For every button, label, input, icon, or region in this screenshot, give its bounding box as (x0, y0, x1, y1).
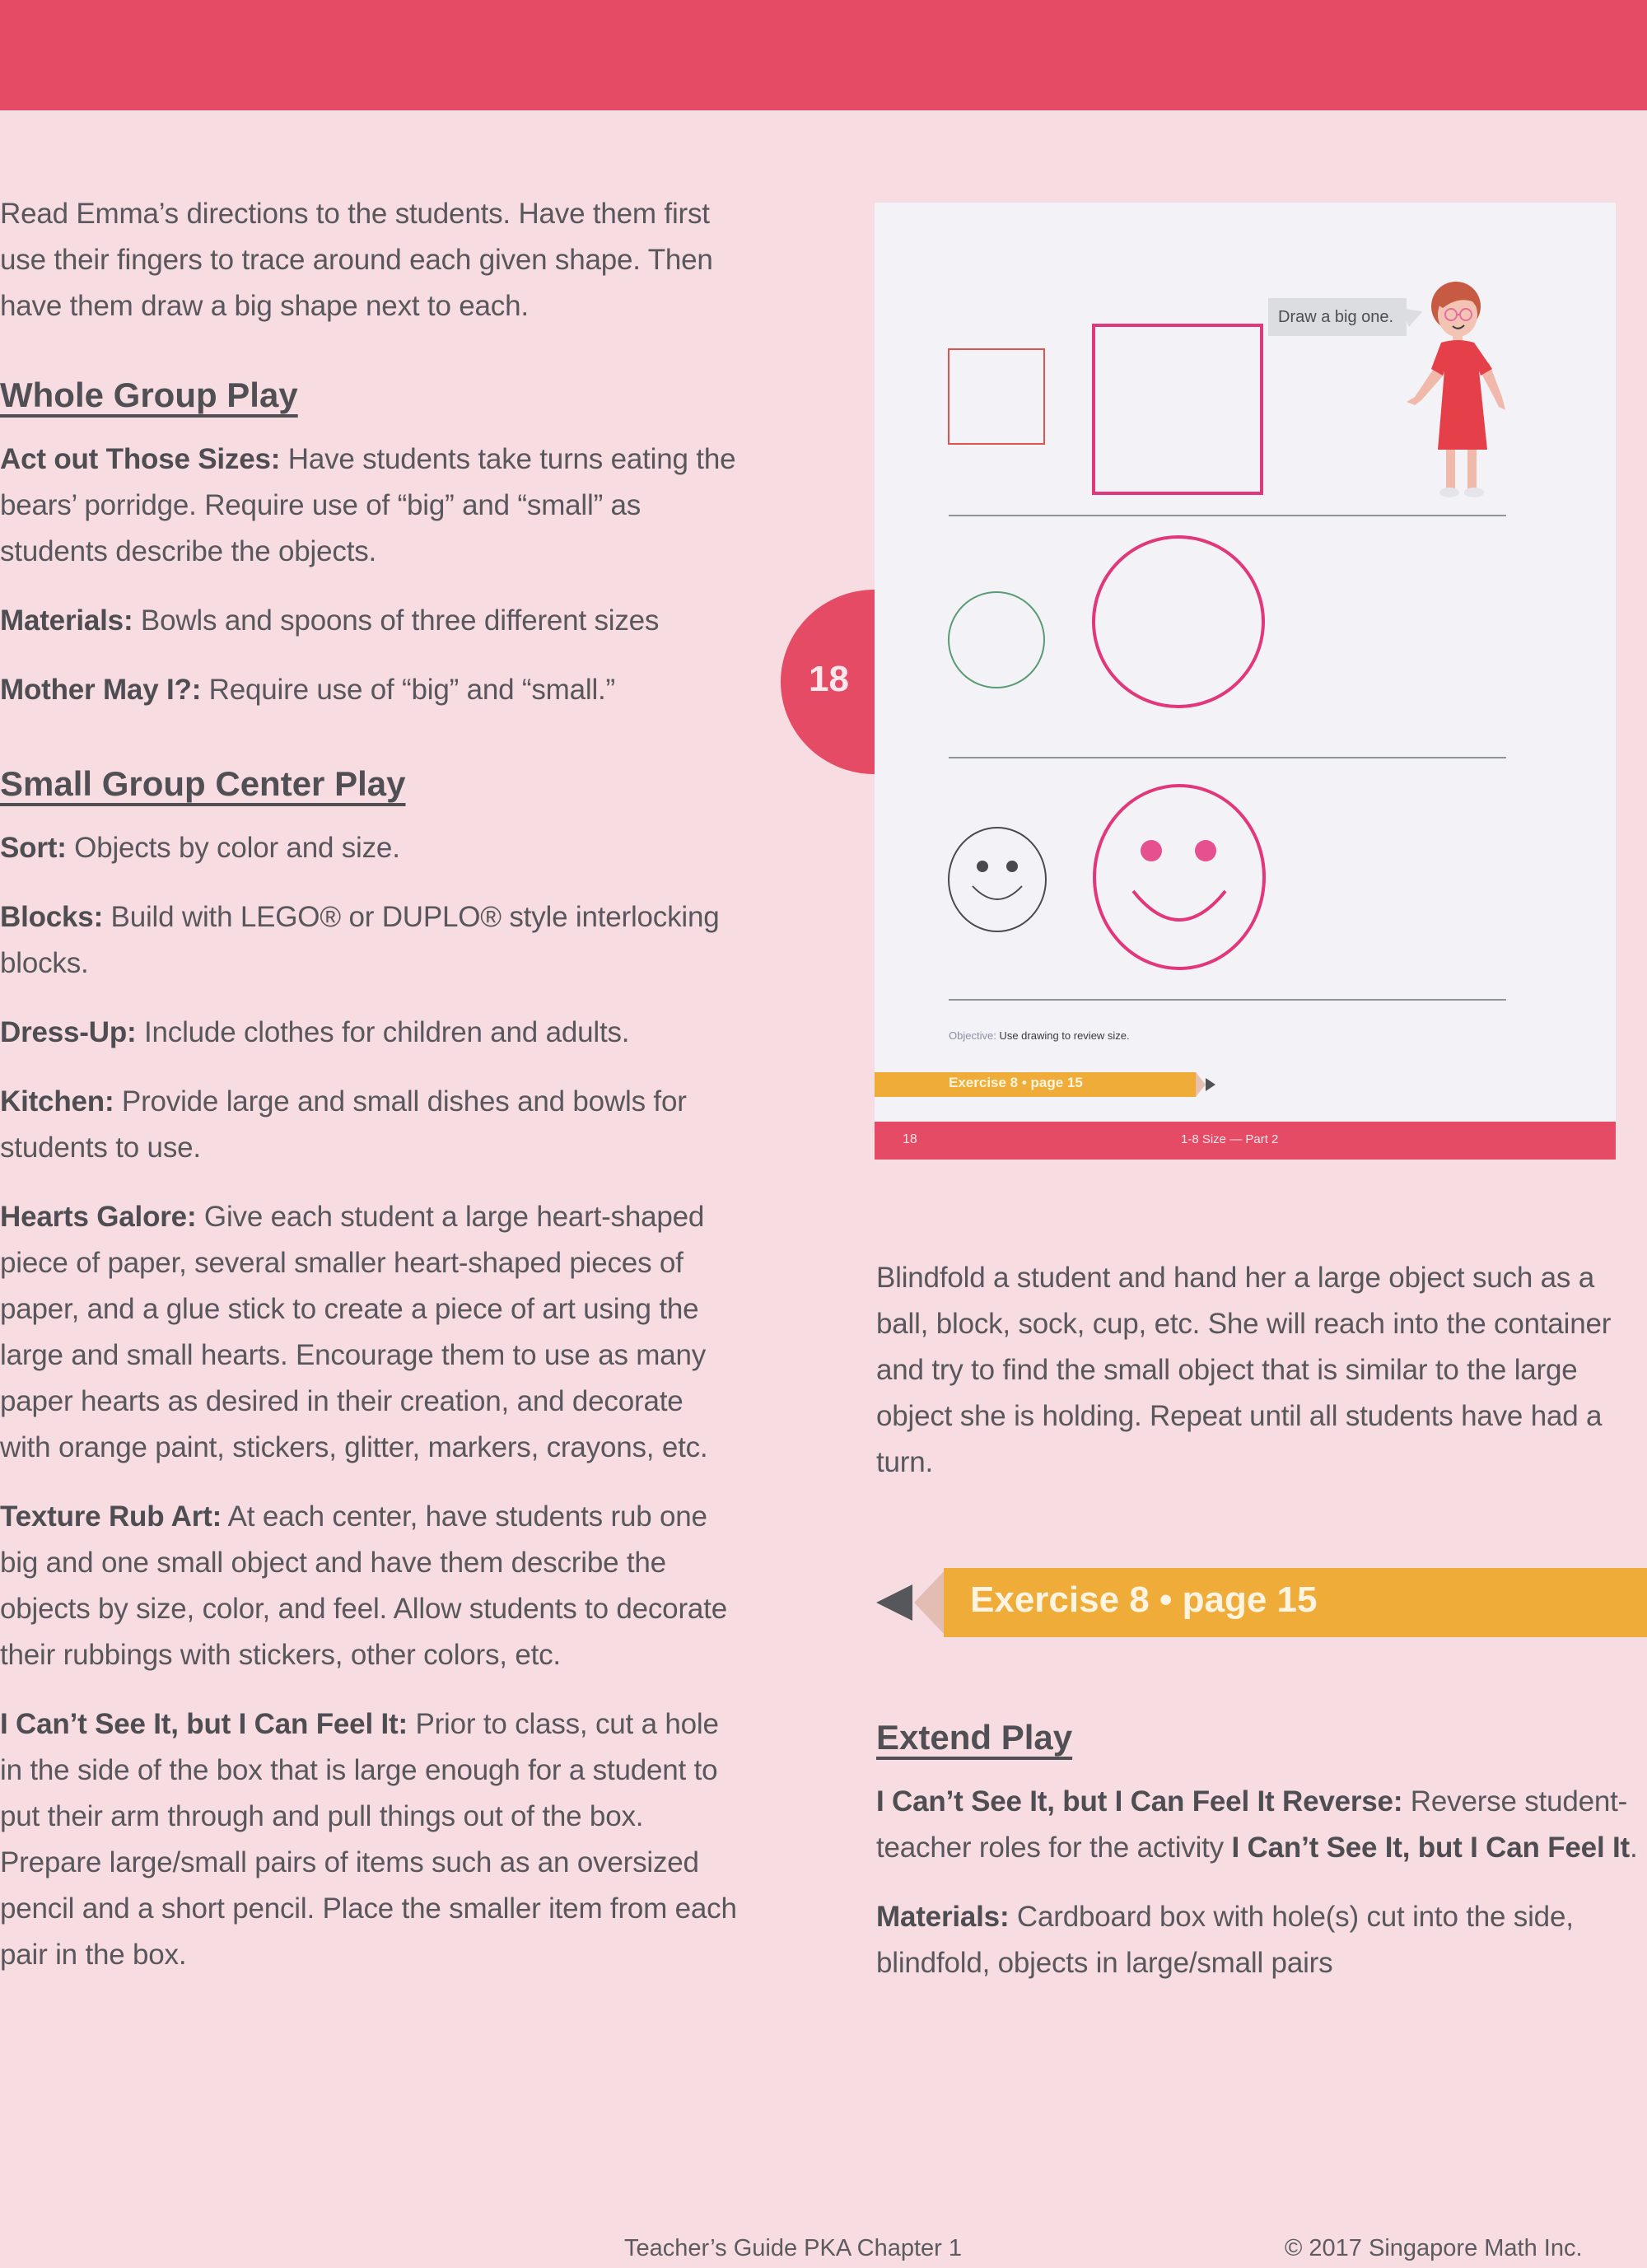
pencil-lead-icon (876, 1584, 912, 1621)
activity-text: At each center, have students rub one big and one small object and have them describe the objects by size, color, and feel. Allow students to decorate their rubbings with stickers, other colors, etc. (0, 1500, 727, 1671)
activity-text: Provide large and small dishes and bowls for students to use. (0, 1085, 687, 1164)
activity-label: Materials: (0, 604, 133, 637)
activity-act-out-sizes (0, 436, 741, 575)
whole-group-section (0, 372, 741, 713)
activity-label: Sort: (0, 832, 67, 864)
activity-text-end: . (1629, 1832, 1638, 1864)
activity-text: Objects by color and size. (66, 832, 400, 864)
whole-group-heading: Whole Group Play (0, 376, 298, 414)
activity-label: Mother May I?: (0, 674, 202, 706)
speech-bubble: Draw a big one. (1268, 298, 1407, 336)
activity-kitchen (0, 1079, 741, 1171)
activity-sort (0, 825, 741, 871)
activity-text: Give each student a large heart-shaped piece of paper, several smaller heart-shaped pieces of paper, and a glue stick to create a piece of art using the large and small hearts. Encourage them to use as many paper hearts as desired in their creation, and decorate with orange paint, stickers, glitter, markers, crayons, etc. (0, 1201, 708, 1463)
activity-label: Act out Those Sizes: (0, 443, 281, 475)
activity-text: Build with LEGO® or DUPLO® style interlocking blocks. (0, 901, 720, 979)
left-column (0, 191, 741, 2026)
row-divider (949, 515, 1506, 516)
emma-character-illustration (1392, 272, 1515, 502)
activity-materials (0, 598, 741, 644)
intro-paragraph: Read Emma’s directions to the students. Have them first use their fingers to trace around each given shape. Then have them draw a big shape next to each. (0, 198, 713, 322)
activity-label: Dress-Up: (0, 1016, 137, 1048)
extend-play-section (876, 1715, 1642, 2009)
activity-reverse (876, 1779, 1642, 1871)
activity-text: Prior to class, cut a hole in the side of the box that is large enough for a student to put their arm through and pull things out of the box. Prepare large/small pairs of items such as an oversized pencil and a short pencil. Place the smaller item from each pair in the box. (0, 1708, 737, 1971)
top-color-band (0, 0, 1647, 110)
small-square-shape (948, 348, 1045, 445)
activity-text: Require use of “big” and “small.” (201, 674, 616, 706)
small-group-section (0, 761, 741, 1978)
activity-reference: I Can’t See It, but I Can Feel It (1231, 1832, 1630, 1864)
objective-text: Use drawing to review size. (996, 1029, 1130, 1042)
objective-label: Objective: (949, 1029, 996, 1042)
mini-pencil-wood (1196, 1072, 1206, 1097)
mini-exercise-label: Exercise 8 • page 15 (949, 1075, 1083, 1090)
activity-label: Texture Rub Art: (0, 1500, 222, 1533)
footer-book-title: Teacher’s Guide PKA Chapter 1 (624, 2235, 963, 2261)
student-page-footer-title: 1-8 Size — Part 2 (1181, 1132, 1279, 1146)
activity-text: Include clothes for children and adults. (136, 1016, 630, 1048)
activity-label: I Can’t See It, but I Can Feel It: (0, 1708, 408, 1740)
exercise-banner-label: Exercise 8 • page 15 (970, 1580, 1318, 1620)
extend-play-heading: Extend Play (876, 1718, 1073, 1757)
big-square-shape (1092, 324, 1263, 495)
activity-text: Reverse student-teacher roles for the activity (876, 1785, 1628, 1864)
activity-text: Bowls and spoons of three different sizes (133, 604, 660, 637)
activity-label: Kitchen: (0, 1085, 114, 1118)
objective-line (949, 1029, 1130, 1042)
small-group-heading: Small Group Center Play (0, 764, 406, 803)
activity-blocks (0, 894, 741, 987)
activity-mother-may-i (0, 667, 741, 713)
continuation-paragraph: Blindfold a student and hand her a large object such as a ball, block, sock, cup, etc. She will reach into the container and try to find the small object that is similar to the large object she is holding. Repeat until all students have had a turn. (876, 1262, 1612, 1478)
big-circle-shape (1092, 535, 1265, 708)
activity-dress-up (0, 1010, 741, 1056)
activity-text: Have students take turns eating the bears’ porridge. Require use of “big” and “small” as students describe the objects. (0, 443, 736, 567)
small-smiley-shape (947, 826, 1047, 933)
big-smiley-shape (1092, 782, 1267, 972)
activity-texture-rub-art (0, 1494, 741, 1678)
activity-hearts-galore (0, 1194, 741, 1471)
small-circle-shape (948, 591, 1045, 688)
row-divider (949, 757, 1506, 758)
activity-label: I Can’t See It, but I Can Feel It Reverse: (876, 1785, 1403, 1818)
page-tab-number: 18 (809, 659, 849, 699)
mini-pencil-lead (1206, 1078, 1215, 1091)
activity-text: Cardboard box with hole(s) cut into the side, blindfold, objects in large/small pairs (876, 1901, 1574, 1979)
row-divider (949, 999, 1506, 1001)
activity-label: Hearts Galore: (0, 1201, 197, 1233)
activity-label: Blocks: (0, 901, 104, 933)
pencil-wood-icon (914, 1568, 947, 1637)
activity-cant-see-it (0, 1701, 741, 1978)
activity-materials-extend (876, 1894, 1642, 1986)
footer-copyright: © 2017 Singapore Math Inc. (1285, 2235, 1583, 2261)
activity-label: Materials: (876, 1901, 1010, 1933)
page-number-tab (781, 590, 875, 774)
student-page-footer-number: 18 (903, 1132, 917, 1146)
